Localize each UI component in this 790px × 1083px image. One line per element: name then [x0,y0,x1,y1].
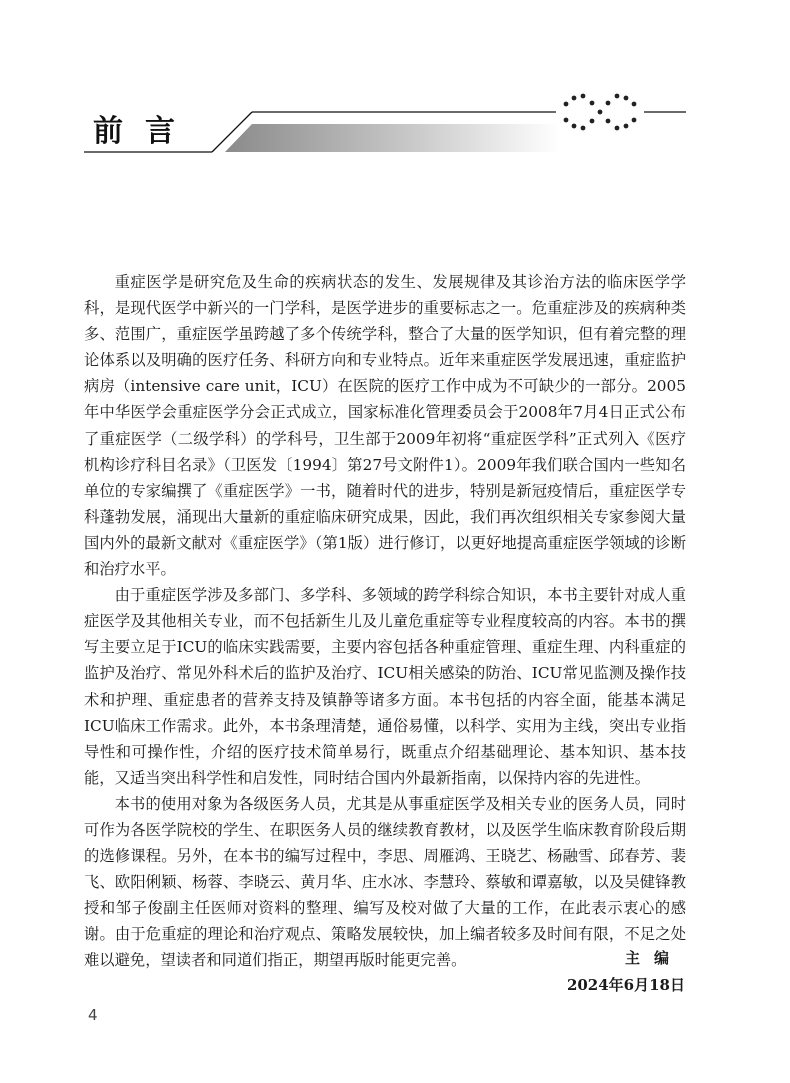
preface-body [84,269,686,974]
signature-block [560,945,685,999]
paragraph-3: 本书的使用对象为各级医务人员，尤其是从事重症医学及相关专业的医务人员，同时可作为各医学院校的学生、在职医务人员的继续教育教材，以及医学生临床教育阶段后期的选修课程。另外，在本书的编写过程中，李思、周雁鸿、王晓艺、杨融雪、邱春芳、裴飞、欧阳俐颖、杨蓉、李晓云、黄月华、庄水冰、李慧玲、蔡敏和谭嘉敏，以及吴健锋教授和邹子俊副主任医师对资料的整理、编写及校对做了大量的工作，在此表示衷心的感谢。由于危重症的理论和治疗观点、策略发展较快，加上编者较多及时间有限，不足之处难以避免，望读者和同道们指正，期望再版时能更完善。 [84,794,686,970]
helix-ornament-icon [564,94,637,131]
signature-date: 2024年6月18日 [566,976,685,994]
paragraph-1: 重症医学是研究危及生命的疾病状态的发生、发展规律及其诊治方法的临床医学学科，是现代医学中新兴的一门学科，是医学进步的重要标志之一。危重症涉及的疾病种类多、范围广，重症医学虽跨越了多个传统学科，整合了大量的医学知识，但有着完整的理论体系以及明确的医疗任务、科研方向和专业特点。近年来重症医学发展迅速，重症监护病房（intensive care unit，ICU）在医院的医疗工作中成为不可缺少的一部分。2005年中华医学会重症医学分会正式成立，国家标准化管理委员会于2008年7月4日正式公布了重症医学（二级学科）的学科号，卫生部于2009年初将“重症医学科”正式列入《医疗机构诊疗科目名录》（卫医发〔1994〕第27号文附件1）。2009年我们联合国内一些知名单位的专家编撰了《重症医学》一书，随着时代的进步，特别是新冠疫情后，重症医学专科蓬勃发展，涌现出大量新的重症临床研究成果，因此，我们再次组织相关专家参阅大量国内外的最新文献对《重症医学》（第1版）进行修订，以更好地提高重症医学领域的诊断和治疗水平。 [84,273,686,579]
chapter-header [0,0,790,170]
signature-role: 主编 [624,949,683,967]
paragraph-2: 由于重症医学涉及多部门、多学科、多领域的跨学科综合知识，本书主要针对成人重症医学及其他相关专业，而不包括新生儿及儿童危重症等专业程度较高的内容。本书的撰写主要立足于ICU的临床实践需要，主要内容包括各种重症管理、重症生理、内科重症的监护及治疗、常见外科术后的监护及治疗、ICU相关感染的防治、ICU常见监测及操作技术和护理、重症患者的营养支持及镇静等诸多方面。本书包括的内容全面，能基本满足ICU临床工作需求。此外，本书条理清楚，通俗易懂，以科学、实用为主线，突出专业指导性和可操作性，介绍的医疗技术简单易行，既重点介绍基础理论、基本知识、基本技能，又适当突出科学性和启发性，同时结合国内外最新指南，以保持内容的先进性。 [84,586,686,787]
page-title: 前言 [93,114,197,149]
page-number: 4 [88,1006,98,1024]
header-gradient-band [225,124,560,152]
